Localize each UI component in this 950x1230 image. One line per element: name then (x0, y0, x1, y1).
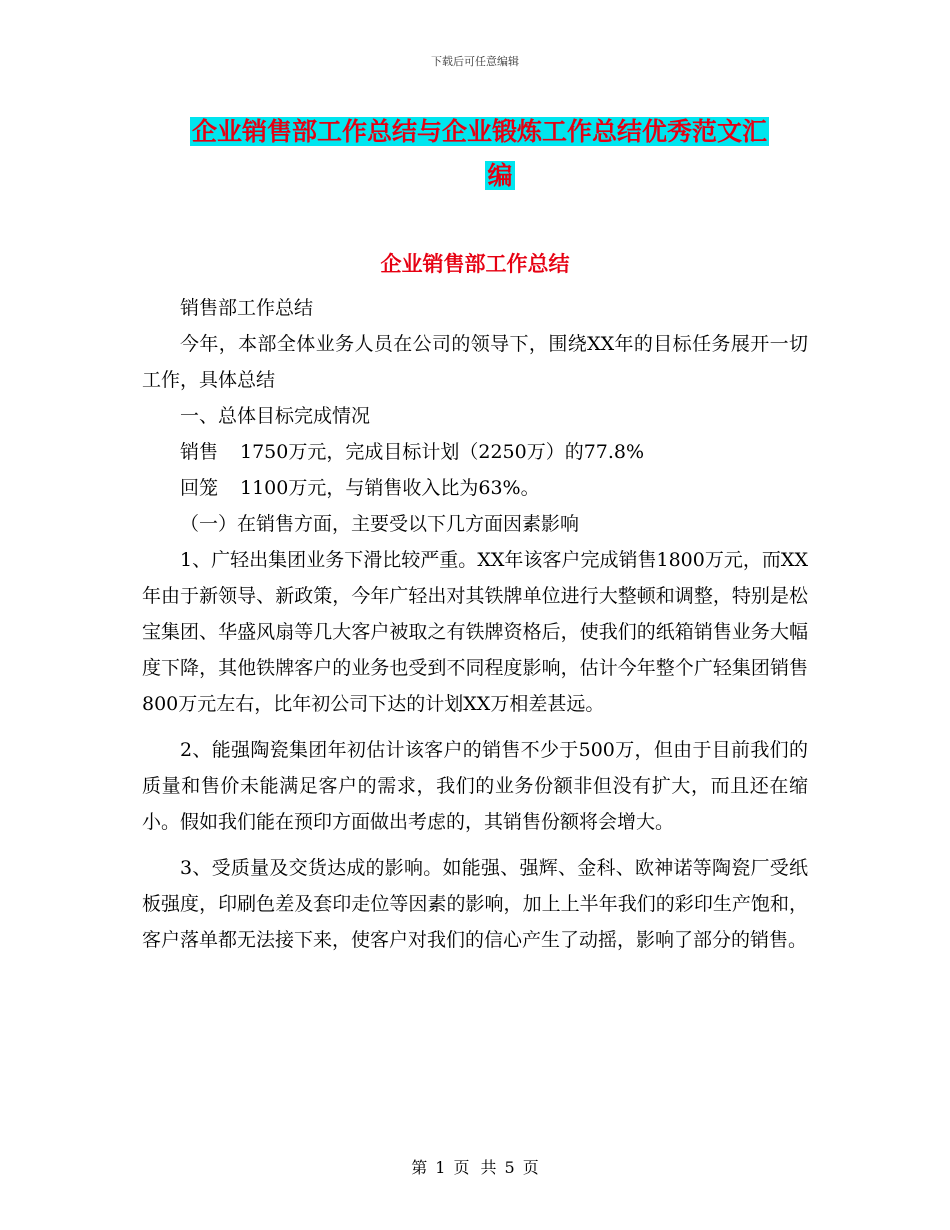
paragraph: 1、广轻出集团业务下滑比较严重。XX年该客户完成销售1800万元，而XX年由于新领导、新政策，今年广轻出对其铁牌单位进行大整顿和调整，特别是松宝集团、华盛风扇等几大客户被取之有铁牌资格后，使我们的纸箱销售业务大幅度下降，其他铁牌客户的业务也受到不同程度影响，估计今年整个广轻集团销售800万元左右，比年初公司下达的计划XX万相差甚远。 (142, 549, 808, 715)
paragraph: （一）在销售方面，主要受以下几方面因素影响 (180, 513, 580, 535)
paragraph: 销售部工作总结 (180, 297, 314, 319)
paragraph-collection (142, 470, 808, 506)
page-footer (0, 1155, 950, 1178)
paragraph: 今年，本部全体业务人员在公司的领导下，围绕XX年的目标任务展开一切工作，具体总结 (142, 333, 808, 391)
paragraph: 一、总体目标完成情况 (180, 405, 371, 427)
document-body (142, 290, 808, 958)
section-title: 企业销售部工作总结 (380, 252, 570, 276)
footer-middle: 页 共 (453, 1158, 497, 1177)
collection-label: 回笼 (180, 477, 219, 499)
paragraph: 2、能强陶瓷集团年初估计该客户的销售不少于500万，但由于目前我们的质量和售价未能满足客户的需求，我们的业务份额非但没有扩大，而且还在缩小。假如我们能在预印方面做出考虑的，其销售份额将会增大。 (142, 739, 808, 833)
sales-label: 销售 (180, 441, 219, 463)
footer-suffix: 页 (522, 1158, 539, 1177)
footer-prefix: 第 (411, 1158, 428, 1177)
footer-total-pages: 5 (504, 1158, 515, 1177)
collection-text: 1100万元，与销售收入比为63%。 (240, 477, 540, 499)
paragraph: 3、受质量及交货达成的影响。如能强、强辉、金科、欧神诺等陶瓷厂受纸板强度，印刷色差及套印走位等因素的影响，加上上半年我们的彩印生产饱和，客户落单都无法接下来，使客户对我们的信心产生了动摇，影响了部分的销售。 (142, 857, 808, 951)
document-title-line1: 企业销售部工作总结与企业锻炼工作总结优秀范文汇 (192, 117, 768, 146)
footer-page-number: 1 (435, 1158, 446, 1177)
header-note: 下载后可任意编辑 (431, 55, 519, 68)
paragraph-sales (142, 434, 808, 470)
sales-text: 1750万元，完成目标计划（2250万）的77.8% (240, 441, 645, 463)
document-title-line2: 编 (487, 161, 513, 190)
document-title (190, 110, 810, 198)
